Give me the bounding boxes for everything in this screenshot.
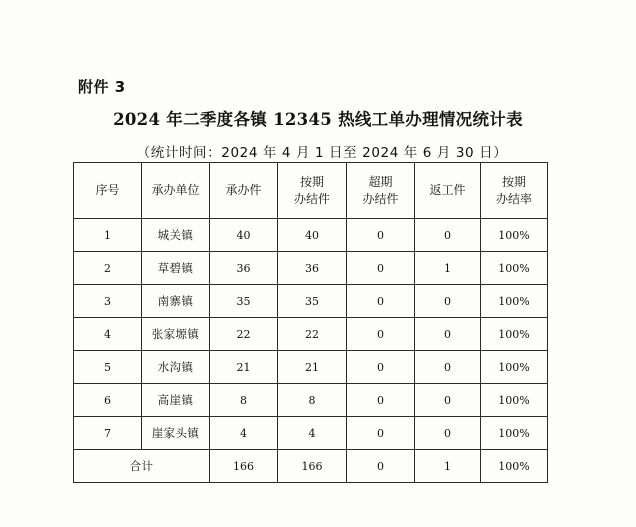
cell-total: 35 <box>210 285 278 318</box>
cell-unit: 草碧镇 <box>142 252 210 285</box>
table-row <box>74 252 548 285</box>
table-total-row <box>74 450 548 483</box>
cell-index: 5 <box>74 351 142 384</box>
cell-rework: 0 <box>415 384 481 417</box>
cell-ontime: 8 <box>278 384 347 417</box>
cell-overdue: 0 <box>347 450 415 483</box>
cell-ontime: 166 <box>278 450 347 483</box>
cell-rate: 100% <box>481 351 548 384</box>
header-index: 序号 <box>74 163 142 219</box>
cell-overdue: 0 <box>347 252 415 285</box>
table-row <box>74 318 548 351</box>
cell-unit: 南寨镇 <box>142 285 210 318</box>
cell-rework: 1 <box>415 450 481 483</box>
cell-rework: 1 <box>415 252 481 285</box>
cell-total: 166 <box>210 450 278 483</box>
cell-rework: 0 <box>415 351 481 384</box>
cell-unit: 水沟镇 <box>142 351 210 384</box>
table-row <box>74 384 548 417</box>
cell-index: 2 <box>74 252 142 285</box>
cell-total: 8 <box>210 384 278 417</box>
cell-ontime: 35 <box>278 285 347 318</box>
cell-index: 7 <box>74 417 142 450</box>
cell-rate: 100% <box>481 417 548 450</box>
cell-overdue: 0 <box>347 351 415 384</box>
cell-total: 22 <box>210 318 278 351</box>
cell-rework: 0 <box>415 219 481 252</box>
cell-index: 3 <box>74 285 142 318</box>
statistics-table <box>73 162 548 483</box>
cell-index: 4 <box>74 318 142 351</box>
cell-total: 40 <box>210 219 278 252</box>
cell-ontime: 22 <box>278 318 347 351</box>
cell-rework: 0 <box>415 285 481 318</box>
cell-overdue: 0 <box>347 384 415 417</box>
cell-unit: 崖家头镇 <box>142 417 210 450</box>
cell-rate: 100% <box>481 285 548 318</box>
cell-ontime: 21 <box>278 351 347 384</box>
cell-total: 21 <box>210 351 278 384</box>
cell-unit: 高崖镇 <box>142 384 210 417</box>
cell-rate: 100% <box>481 252 548 285</box>
cell-ontime: 40 <box>278 219 347 252</box>
cell-rate: 100% <box>481 384 548 417</box>
cell-unit: 城关镇 <box>142 219 210 252</box>
header-rate: 按期 办结率 <box>481 163 548 219</box>
cell-overdue: 0 <box>347 285 415 318</box>
cell-rate: 100% <box>481 318 548 351</box>
cell-total-label: 合计 <box>74 450 210 483</box>
cell-ontime: 36 <box>278 252 347 285</box>
header-unit: 承办单位 <box>142 163 210 219</box>
header-rework: 返工件 <box>415 163 481 219</box>
table-row <box>74 417 548 450</box>
document-title: 2024 年二季度各镇 12345 热线工单办理情况统计表 <box>113 110 523 129</box>
cell-rate: 100% <box>481 219 548 252</box>
cell-index: 1 <box>74 219 142 252</box>
table-row <box>74 285 548 318</box>
cell-rework: 0 <box>415 417 481 450</box>
cell-overdue: 0 <box>347 417 415 450</box>
table-row <box>74 351 548 384</box>
cell-overdue: 0 <box>347 219 415 252</box>
cell-unit: 张家塬镇 <box>142 318 210 351</box>
cell-total: 36 <box>210 252 278 285</box>
cell-total: 4 <box>210 417 278 450</box>
table-row <box>74 219 548 252</box>
cell-rate: 100% <box>481 450 548 483</box>
statistics-period: （统计时间：2024 年 4 月 1 日至 2024 年 6 月 30 日） <box>136 145 508 161</box>
header-total: 承办件 <box>210 163 278 219</box>
cell-overdue: 0 <box>347 318 415 351</box>
cell-index: 6 <box>74 384 142 417</box>
attachment-label: 附件 3 <box>78 78 126 96</box>
cell-rework: 0 <box>415 318 481 351</box>
cell-ontime: 4 <box>278 417 347 450</box>
header-overdue: 超期 办结件 <box>347 163 415 219</box>
table-header-row <box>74 163 548 219</box>
header-ontime: 按期 办结件 <box>278 163 347 219</box>
